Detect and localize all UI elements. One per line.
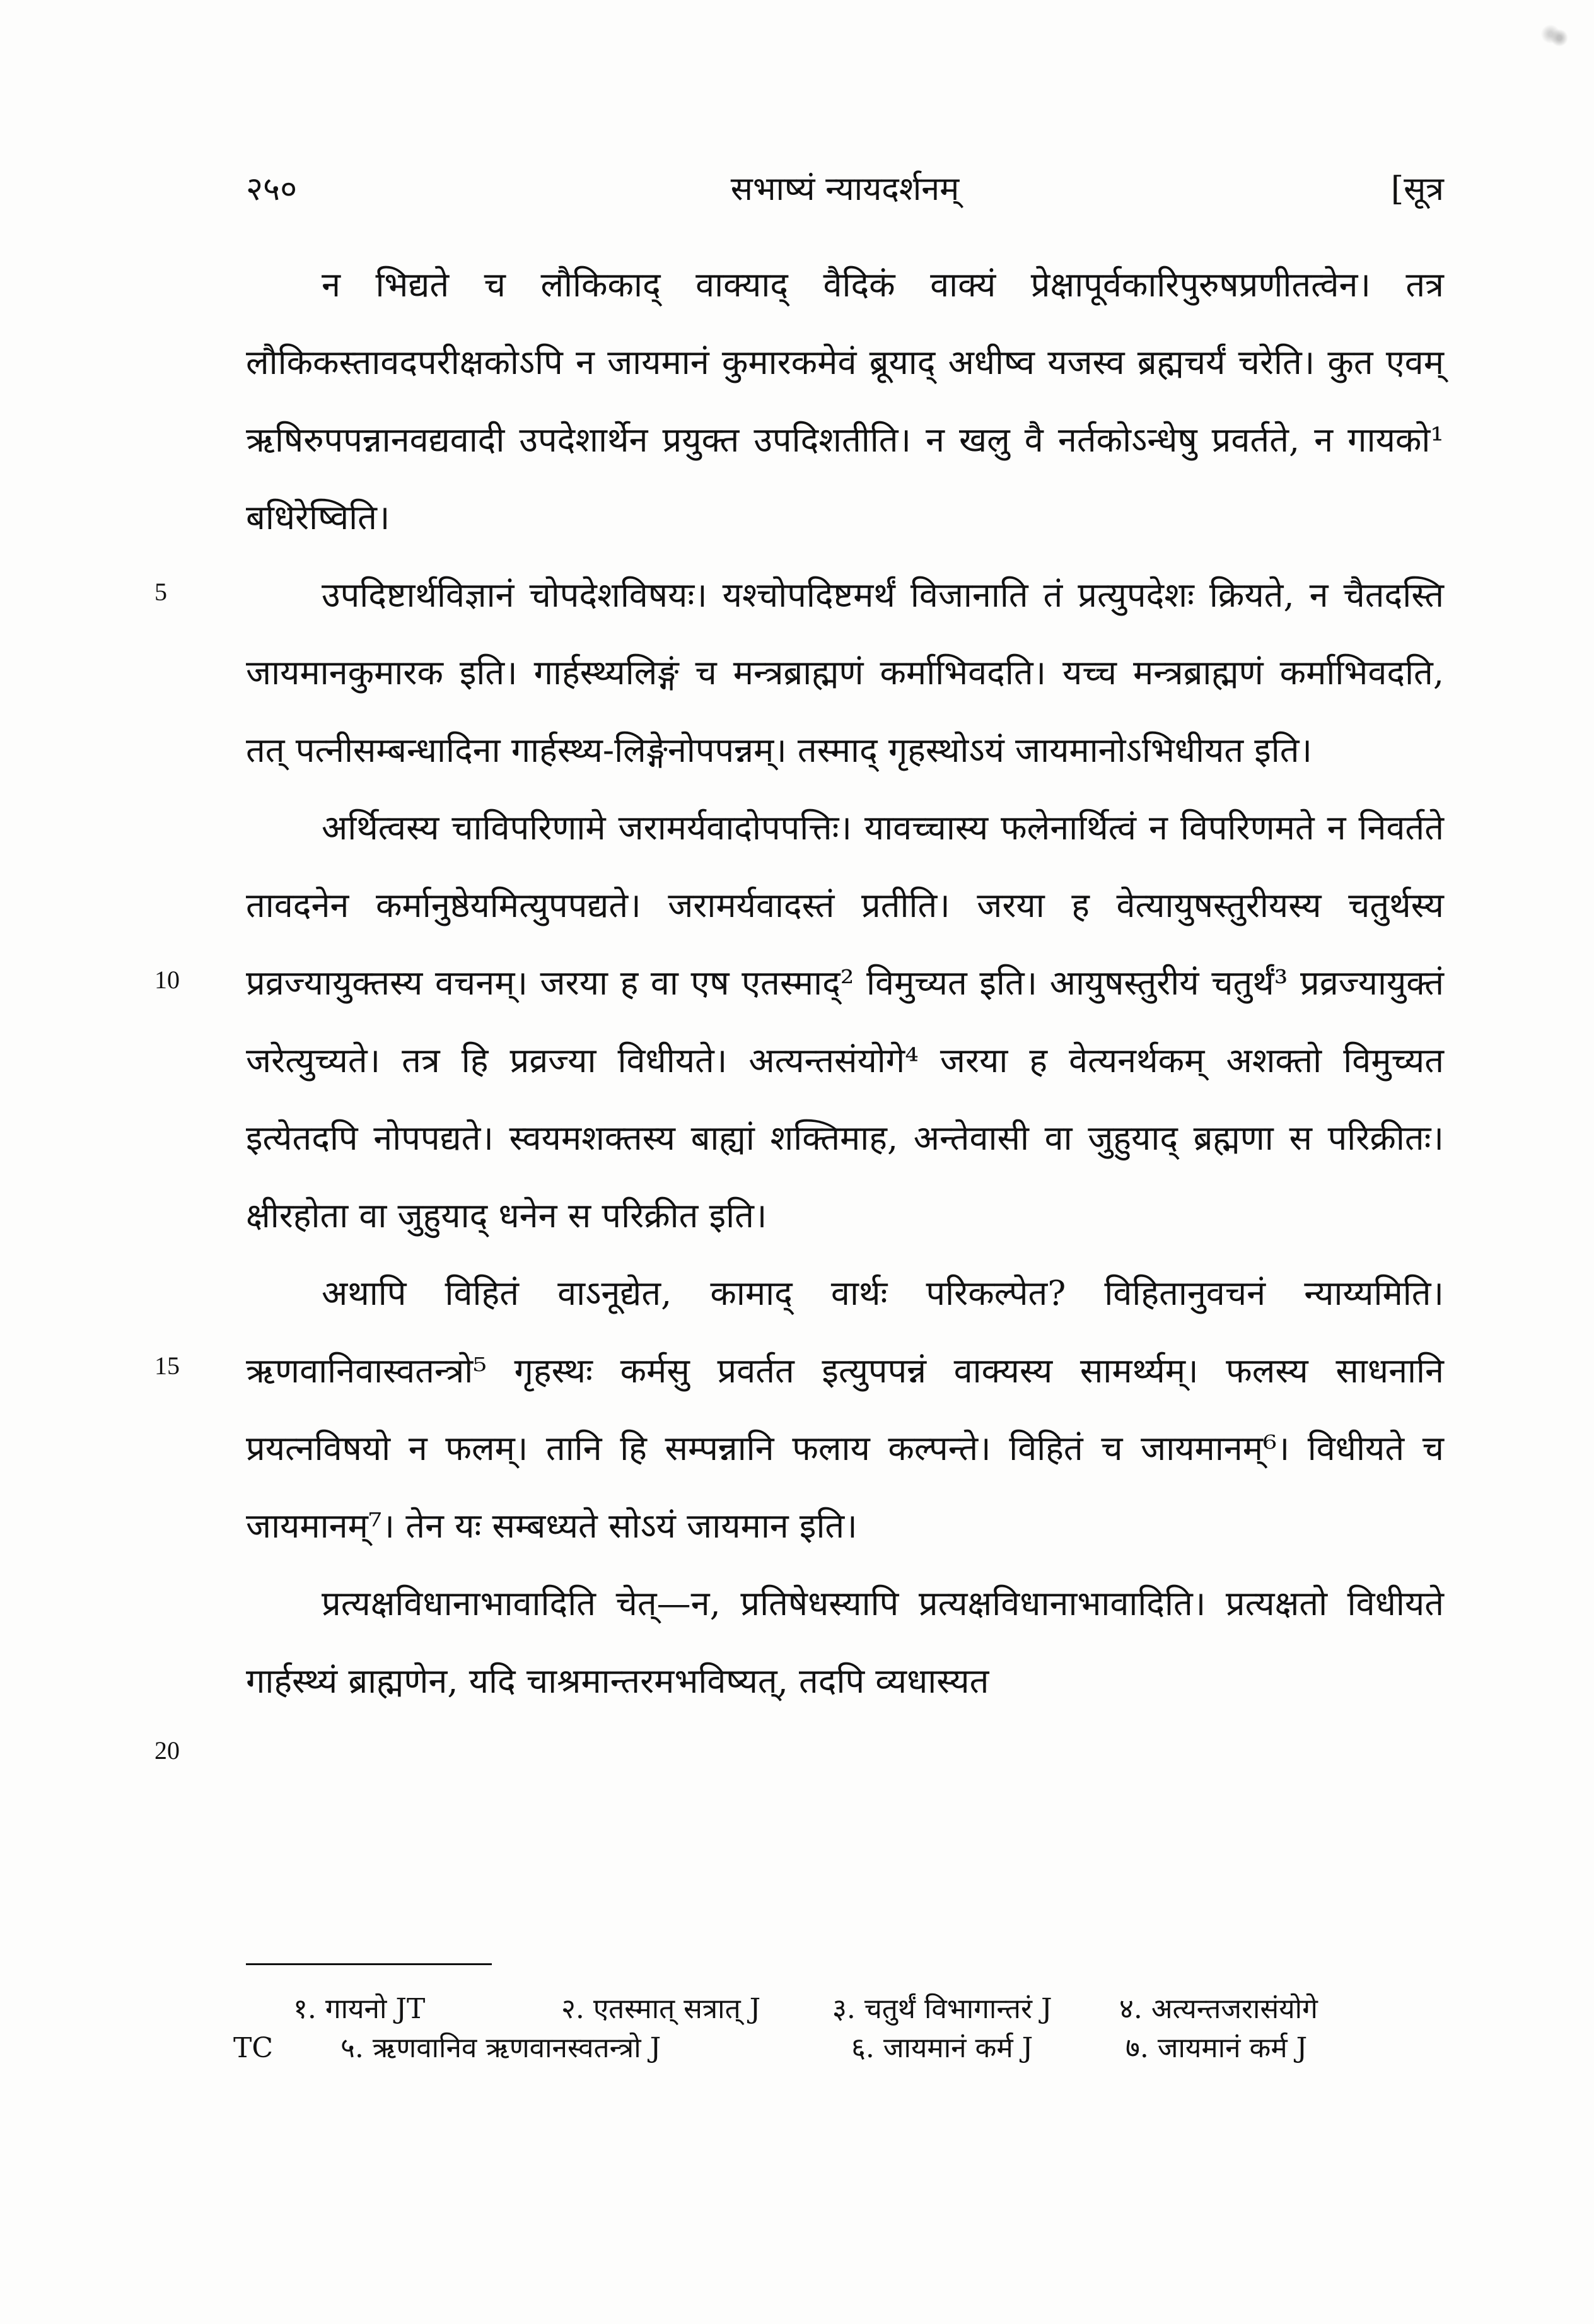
section-marker: [सूत्र xyxy=(1390,170,1444,208)
footnote: ६. जायमानं कर्म J xyxy=(851,2032,1033,2064)
paragraph: अथापि विहितं वाऽनूद्येत, कामाद् वार्थः परिकल्पेत? विहितानुवचनं न्याय्यमिति। ऋणवानिवास्वतन्त्रो⁵ गृहस्थः कर्मसु प्रवर्तत इत्युपपन्नं वाक्यस्य सामर्थ्यम्। फलस्य साधनानि प्रयत्नविषयो न फलम्। तानि हि सम्पन्नानि फलाय कल्पन्ते। विहितं च जायमानम्⁶। विधीयते च जायमानम्⁷। तेन यः सम्बध्यते सोऽयं जायमान इति। xyxy=(246,1273,1444,1546)
line-number: 15 xyxy=(154,1352,180,1380)
footnote-divider xyxy=(246,1963,492,1965)
page-number: २५० xyxy=(246,170,298,208)
main-text xyxy=(246,246,1444,1720)
footnote: ४. अत्यन्तजरासंयोगे xyxy=(1119,1993,1318,2025)
footnote: TC xyxy=(233,2032,274,2064)
footnote: ७. जायमानं कर्म J xyxy=(1126,2032,1308,2064)
footnote-row xyxy=(233,2029,1438,2068)
running-title: सभाष्यं न्यायदर्शनम् xyxy=(730,170,960,208)
footnote: ५. ऋणवानिव ऋणवानस्वतन्त्रो J xyxy=(340,2032,661,2064)
paragraph: उपदिष्टार्थविज्ञानं चोपदेशविषयः। यश्चोपदिष्टमर्थं विजानाति तं प्रत्युपदेशः क्रियते, न चैतदस्ति जायमानकुमारक इति। गार्हस्थ्यलिङ्गं च मन्त्रब्राह्मणं कर्माभिवदति। यच्च मन्त्रब्राह्मणं कर्माभिवदति, तत् पत्नीसम्बन्धादिना गार्हस्थ्य-लिङ्गेनोपपन्नम्। तस्माद् गृहस्थोऽयं जायमानोऽभिधीयत इति। xyxy=(246,575,1444,770)
scan-artifact xyxy=(1537,19,1581,57)
line-number: 20 xyxy=(154,1736,180,1765)
paragraph: न भिद्यते च लौकिकाद् वाक्याद् वैदिकं वाक्यं प्रेक्षापूर्वकारिपुरुषप्रणीतत्वेन। तत्र लौकिकस्तावदपरीक्षकोऽपि न जायमानं कुमारकमेवं ब्रूयाद् अधीष्व यजस्व ब्रह्मचर्यं चरेति। कुत एवम् ऋषिरुपपन्नानवद्यवादी उपदेशार्थेन प्रयुक्त उपदिशतीति। न खलु वै नर्तकोऽन्धेषु प्रवर्तते, न गायको¹ बधिरेष्विति। xyxy=(246,265,1444,537)
line-number: 5 xyxy=(154,578,167,606)
footnote: ३. चतुर्थं विभागान्तरं J xyxy=(832,1993,1052,2025)
paragraph: अर्थित्वस्य चाविपरिणामे जरामर्यवादोपपत्तिः। यावच्चास्य फलेनार्थित्वं न विपरिणमते न निवर्तते तावदनेन कर्मानुष्ठेयमित्युपपद्यते। जरामर्यवादस्तं प्रतीति। जरया ह वेत्यायुषस्तुरीयस्य चतुर्थस्य प्रव्रज्यायुक्तस्य वचनम्। जरया ह वा एष एतस्माद्² विमुच्यत इति। आयुषस्तुरीयं चतुर्थं³ प्रव्रज्यायुक्तं जरेत्युच्यते। तत्र हि प्रव्रज्या विधीयते। अत्यन्तसंयोगे⁴ जरया ह वेत्यनर्थकम् अशक्तो विमुच्यत इत्येतदपि नोपपद्यते। स्वयमशक्तस्य बाह्यां शक्तिमाह, अन्तेवासी वा जुहुयाद् ब्रह्मणा स परिक्रीतः। क्षीरहोता वा जुहुयाद् धनेन स परिक्रीत इति। xyxy=(246,808,1444,1235)
footnotes xyxy=(233,1990,1438,2068)
footnote: १. गायनो JT xyxy=(293,1993,426,2025)
footnote-row xyxy=(233,1990,1438,2029)
footnote: २. एतस्मात् सत्रात् J xyxy=(561,1993,761,2025)
paragraph: प्रत्यक्षविधानाभावादिति चेत्—न, प्रतिषेधस्यापि प्रत्यक्षविधानाभावादिति। प्रत्यक्षतो विधीयते गार्हस्थ्यं ब्राह्मणेन, यदि चाश्रमान्तरमभविष्यत्, तदपि व्यधास्यत xyxy=(246,1584,1444,1701)
line-number: 10 xyxy=(154,966,180,994)
page-header xyxy=(246,165,1444,209)
